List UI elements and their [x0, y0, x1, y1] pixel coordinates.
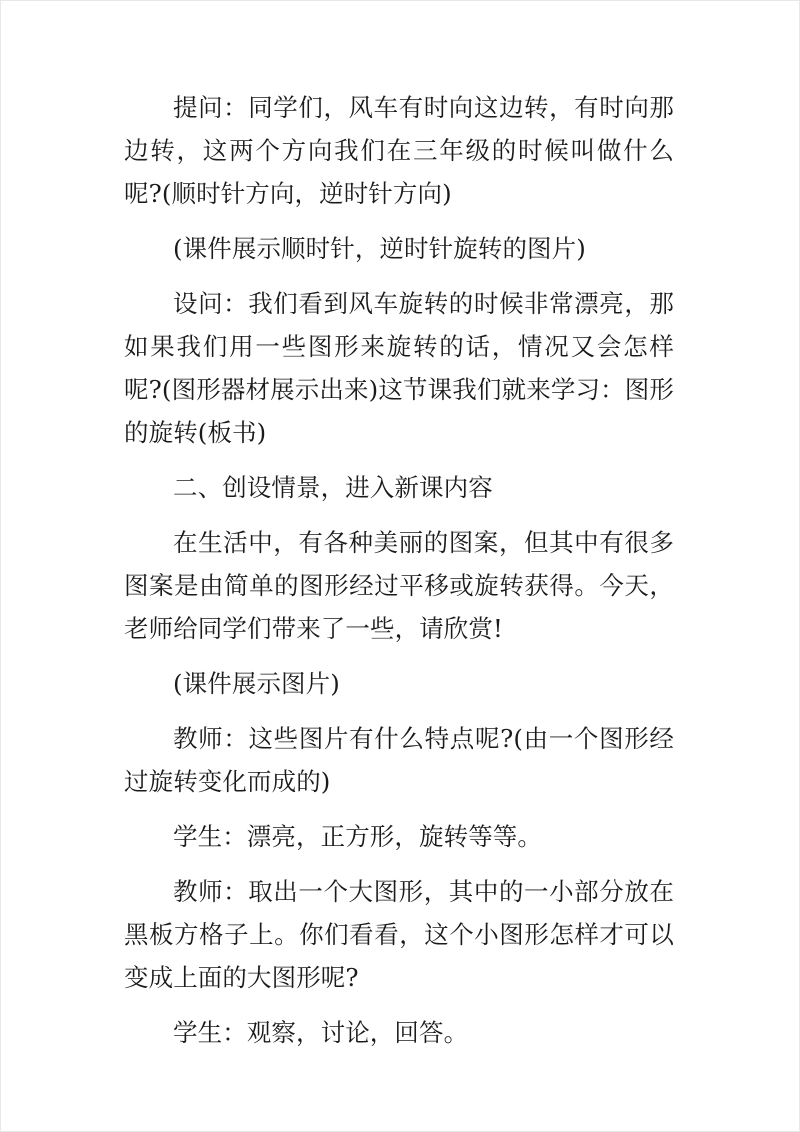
paragraph-xuesheng-piaoliang-zhengfangxing: 学生：漂亮，正方形，旋转等等。 — [173, 822, 542, 851]
paragraph-shenghuo-zhong-tuan: 在生活中，有各种美丽的图案，但其中有很多图案是由简单的图形经过平移或旋转获得。今天，老师给同学们带来了一些，请欣赏! — [124, 528, 674, 643]
paragraph-kejian-zhanshi-shunshizhen: (课件展示顺时针，逆时针旋转的图片) — [173, 234, 586, 263]
document-text-column — [124, 86, 674, 1054]
paragraph-shewen-tuxing-xuanzhuan: 设问：我们看到风车旋转的时候非常漂亮，那如果我们用一些图形来旋转的话，情况又会怎样呢?(图形器材展示出来)这节课我们就来学习：图形的旋转(板书) — [124, 289, 674, 447]
paragraph-heading-chuangshe-qingjing: 二、创设情景，进入新课内容 — [173, 473, 493, 502]
paragraph-jiaoshi-tupian-tedian: 教师：这些图片有什么特点呢?(由一个图形经过旋转变化而成的) — [124, 724, 674, 796]
paragraph-kejian-zhanshi-tupian: (课件展示图片) — [173, 669, 340, 698]
paragraph-jiaoshi-quchu-datuxing: 教师：取出一个大图形，其中的一小部分放在黑板方格子上。你们看看，这个小图形怎样才可以变成上面的大图形呢? — [124, 877, 674, 992]
paragraph-xuesheng-guancha-taolun: 学生：观察，讨论，回答。 — [173, 1018, 469, 1047]
paragraph-tiwen-fengche-fangxiang: 提问：同学们，风车有时向这边转，有时向那边转，这两个方向我们在三年级的时候叫做什么呢?(顺时针方向，逆时针方向) — [124, 93, 674, 208]
